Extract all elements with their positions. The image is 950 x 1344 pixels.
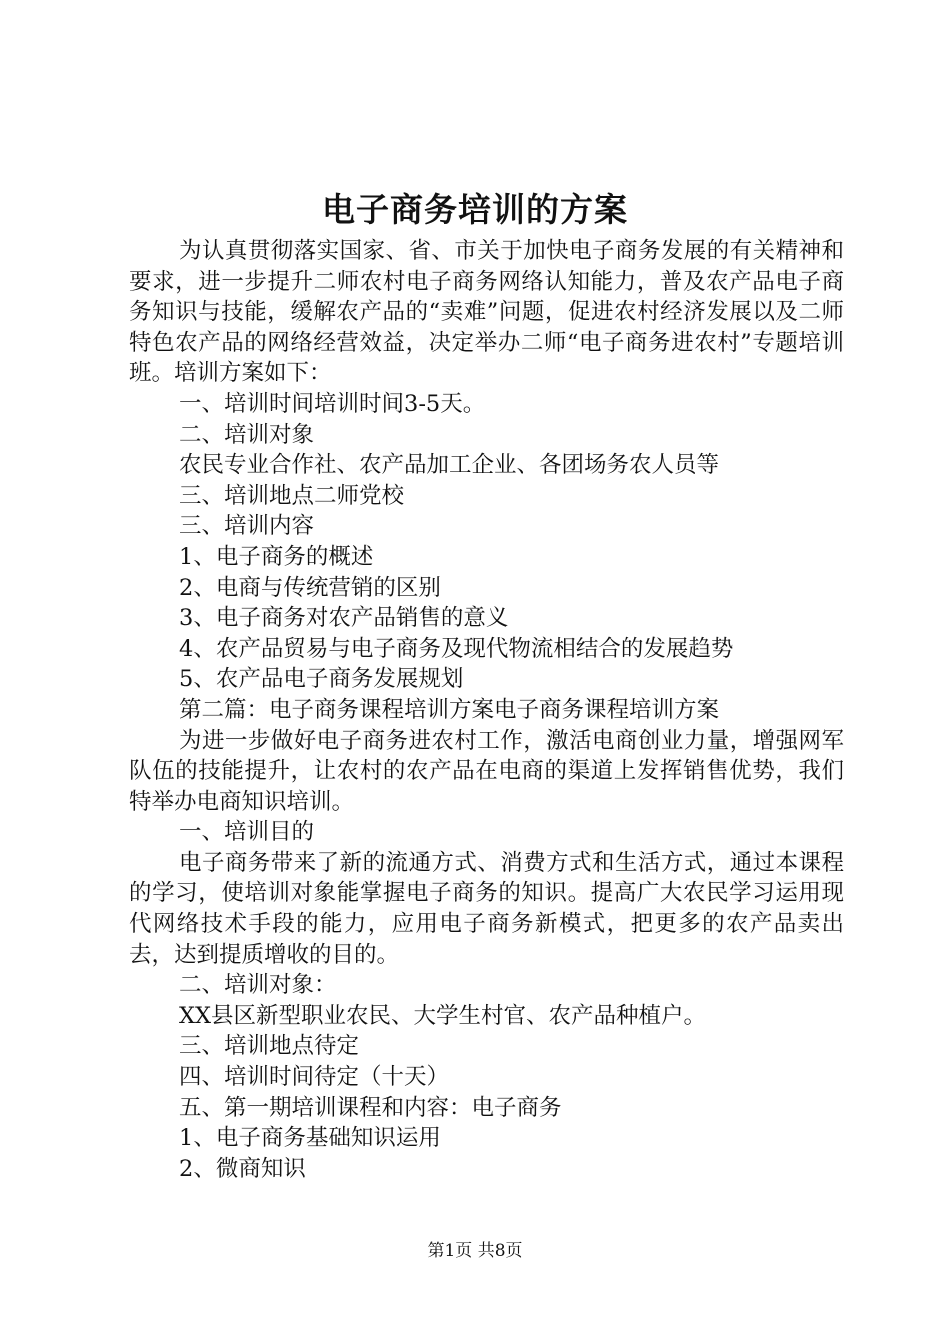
paragraph-course-content-heading: 五、第一期培训课程和内容：电子商务 (179, 1094, 562, 1121)
paragraph-training-purpose: 电子商务带来了新的流通方式、消费方式和生活方式，通过本课程的学习，使培训对象能掌握电子商务的知识。提高广大农民学习运用现代网络技术手段的能力，应用电子商务新模式，把更多的农产品卖出去，达到提质增收的目的。 (129, 849, 844, 968)
list-item: 5、农产品电子商务发展规划 (179, 666, 464, 693)
paragraph-training-location: 三、培训地点二师党校 (179, 482, 405, 509)
section-heading-part-two: 第二篇：电子商务课程培训方案电子商务课程培训方案 (179, 696, 720, 723)
document-title: 电子商务培训的方案 (322, 190, 628, 229)
list-item: 2、电商与传统营销的区别 (179, 574, 441, 601)
paragraph-training-target: 农民专业合作社、农产品加工企业、各团场务农人员等 (179, 452, 720, 479)
paragraph-training-time-2: 四、培训时间待定（十天） (179, 1064, 450, 1091)
paragraph-part-two-intro: 为进一步做好电子商务进农村工作，激活电商创业力量，增强网军队伍的技能提升，让农村的农产品在电商的渠道上发挥销售优势，我们特举办电商知识培训。 (129, 727, 844, 815)
list-item: 2、微商知识 (179, 1155, 306, 1182)
paragraph-training-time: 一、培训时间培训时间3-5天。 (179, 390, 486, 417)
list-item: 4、农产品贸易与电子商务及现代物流相结合的发展趋势 (179, 635, 734, 662)
paragraph-training-location-2: 三、培训地点待定 (179, 1033, 360, 1060)
list-item: 1、电子商务的概述 (179, 543, 374, 570)
paragraph-training-purpose-heading: 一、培训目的 (179, 819, 315, 846)
paragraph-intro: 为认真贯彻落实国家、省、市关于加快电子商务发展的有关精神和要求，进一步提升二师农村电子商务网络认知能力，普及农产品电子商务知识与技能，缓解农产品的“卖难”问题，促进农村经济发展以及二师特色农产品的网络经营效益，决定举办二师“电子商务进农村”专题培训班。培训方案如下： (129, 238, 844, 387)
paragraph-training-target-heading-2: 二、培训对象： (179, 972, 337, 999)
list-item: 3、电子商务对农产品销售的意义 (179, 605, 509, 632)
paragraph-training-content-heading: 三、培训内容 (179, 513, 315, 540)
paragraph-training-target-2: XX县区新型职业农民、大学生村官、农产品种植户。 (179, 1002, 707, 1029)
list-item: 1、电子商务基础知识运用 (179, 1125, 441, 1152)
paragraph-training-target-heading: 二、培训对象 (179, 421, 315, 448)
document-body (129, 236, 844, 1184)
page-number-footer: 第1页 共8页 (427, 1241, 523, 1261)
